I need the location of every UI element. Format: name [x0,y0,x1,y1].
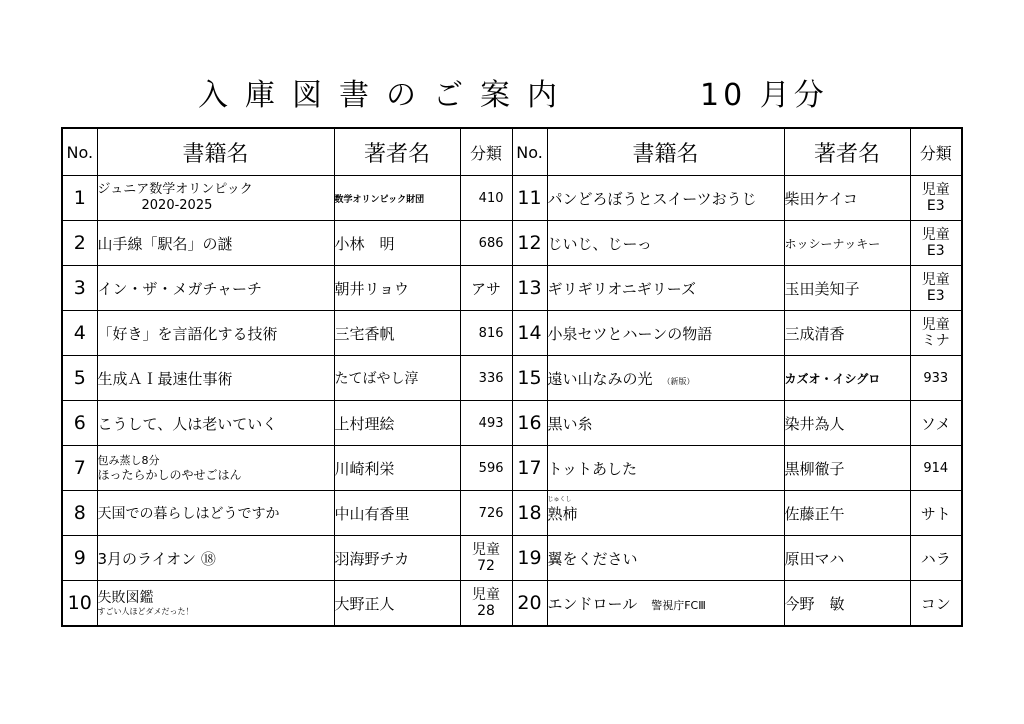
category-line2: E3 [926,198,945,214]
book-title [97,446,334,491]
category-line2: 72 [477,558,495,574]
book-category [910,311,962,356]
book-category: ハラ [910,536,962,581]
book-number: 17 [512,446,547,491]
book-category [460,536,512,581]
book-title [547,581,784,627]
book-number: 9 [62,536,97,581]
book-author: 佐藤正午 [784,491,910,536]
book-title: パンどろぼうとスイーツおうじ [547,176,784,221]
table-row [62,176,962,221]
book-author: 大野正人 [334,581,460,627]
book-title [547,491,784,536]
book-category [910,221,962,266]
book-number: 4 [62,311,97,356]
book-category: 410 [460,176,512,221]
book-number: 1 [62,176,97,221]
book-title-ruby: じゅくし [547,495,572,503]
header-author-right: 著者名 [784,128,910,176]
table-row [62,266,962,311]
book-category: 933 [910,356,962,401]
book-title: 天国での暮らしはどうですか [97,491,334,536]
category-line2: E3 [926,288,945,304]
book-title-main: エンドロール [547,594,638,613]
table-row [62,581,962,627]
book-category: 596 [460,446,512,491]
book-number: 12 [512,221,547,266]
book-title: イン・ザ・メガチャーチ [97,266,334,311]
category-line1: 児童 [921,227,950,243]
book-title-line1: 包み蒸し8分 [97,453,160,467]
book-title: 山手線「駅名」の謎 [97,221,334,266]
category-line2: ミナ [921,333,950,349]
book-category [910,266,962,311]
book-title [97,581,334,627]
header-category-right: 分類 [910,128,962,176]
title-month: 10 月分 [700,78,828,113]
book-number: 20 [512,581,547,627]
book-author: 今野 敏 [784,581,910,627]
book-category: 493 [460,401,512,446]
book-title [97,176,334,221]
book-title: 黒い糸 [547,401,784,446]
book-author: 上村理絵 [334,401,460,446]
book-category: コン [910,581,962,627]
book-number: 14 [512,311,547,356]
book-title: じいじ、じーっ [547,221,784,266]
book-author: たてばやし淳 [334,356,460,401]
book-number: 15 [512,356,547,401]
book-number: 6 [62,401,97,446]
book-title-main: 遠い山なみの光 [547,369,653,388]
book-title-line2: すごい人ほどダメだった！ [97,606,194,616]
book-category: 336 [460,356,512,401]
table-row [62,221,962,266]
book-title: 3月のライオン ⑱ [97,536,334,581]
book-number: 2 [62,221,97,266]
book-author: 川崎利栄 [334,446,460,491]
header-author-left: 著者名 [334,128,460,176]
table-row [62,311,962,356]
header-title-left: 書籍名 [97,128,334,176]
book-title-note: 警視庁FCⅢ [651,598,706,612]
book-category: 726 [460,491,512,536]
table-row [62,491,962,536]
book-title: 生成ＡＩ最速仕事術 [97,356,334,401]
book-title-main: 熟柿 [547,504,578,523]
book-number: 7 [62,446,97,491]
book-number: 18 [512,491,547,536]
book-title: 「好き」を言語化する技術 [97,311,334,356]
category-line1: 児童 [472,542,500,558]
book-author: 羽海野チカ [334,536,460,581]
book-title-note: （新版） [662,376,695,386]
book-author: 柴田ケイコ [784,176,910,221]
book-author: 黒柳徹子 [784,446,910,491]
book-title-ruby-wrap [547,495,578,524]
table-row [62,356,962,401]
book-author: 原田マハ [784,536,910,581]
book-number: 3 [62,266,97,311]
book-title-line2: 2020-2025 [141,198,213,213]
header-category-left: 分類 [460,128,512,176]
book-title: 翼をください [547,536,784,581]
book-author: 玉田美知子 [784,266,910,311]
category-line1: 児童 [921,182,950,198]
book-number: 10 [62,581,97,627]
book-number: 8 [62,491,97,536]
book-category: アサ [460,266,512,311]
book-author: 朝井リョウ [334,266,460,311]
table-row [62,536,962,581]
book-author: 三宅香帆 [334,311,460,356]
category-line1: 児童 [472,587,500,603]
book-author: カズオ・イシグロ [784,356,910,401]
category-line1: 児童 [921,317,950,333]
book-category: 686 [460,221,512,266]
header-no-left: No. [62,128,97,176]
book-number: 19 [512,536,547,581]
book-category: サト [910,491,962,536]
book-category [910,176,962,221]
table-header-row [62,128,962,176]
title-text: 入庫図書のご案内 [198,78,574,113]
book-category: 914 [910,446,962,491]
book-author: 染井為人 [784,401,910,446]
table-row [62,446,962,491]
book-title: こうして、人は老いていく [97,401,334,446]
category-line1: 児童 [921,272,950,288]
book-author: ホッシーナッキー [784,221,910,266]
book-author: 三成清香 [784,311,910,356]
category-line2: 28 [477,603,495,619]
book-number: 13 [512,266,547,311]
book-category: 816 [460,311,512,356]
book-category [460,581,512,627]
book-number: 11 [512,176,547,221]
book-title: 小泉セツとハーンの物語 [547,311,784,356]
book-title: ギリギリオニギリーズ [547,266,784,311]
book-number: 16 [512,401,547,446]
page-title [0,70,1024,114]
book-author: 小林 明 [334,221,460,266]
book-title [547,356,784,401]
book-title: トットあした [547,446,784,491]
category-line2: E3 [926,243,945,259]
book-number: 5 [62,356,97,401]
book-author: 数学オリンピック財団 [334,176,460,221]
book-table [61,127,963,627]
header-no-right: No. [512,128,547,176]
header-title-right: 書籍名 [547,128,784,176]
book-category: ソメ [910,401,962,446]
book-title-line1: ジュニア数学オリンピック [97,182,253,197]
book-author: 中山有香里 [334,491,460,536]
table-row [62,401,962,446]
book-title-line1: 失敗図鑑 [97,589,154,606]
book-title-line2: ほったらかしのやせごはん [97,467,242,482]
